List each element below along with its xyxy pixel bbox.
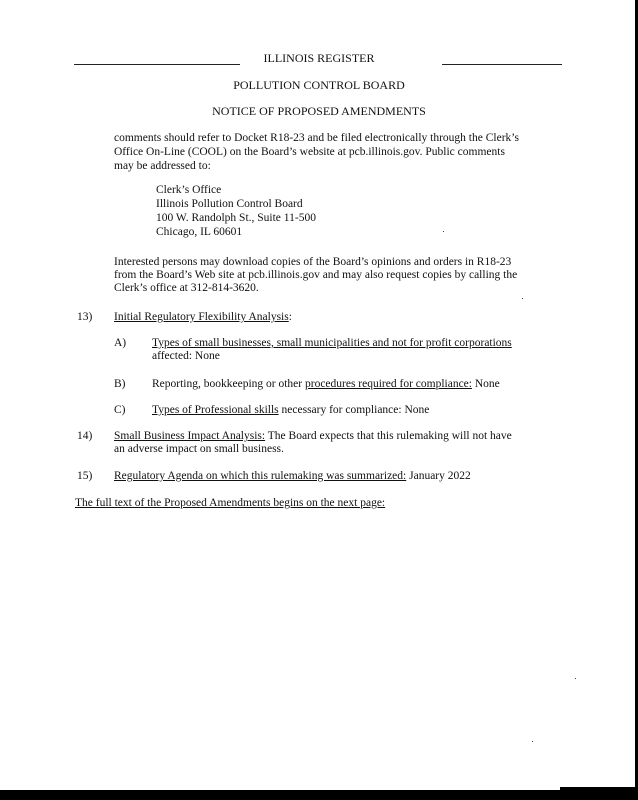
scan-speck bbox=[532, 741, 533, 742]
scan-edge-bottom bbox=[0, 790, 638, 800]
item-13a-title bbox=[152, 337, 512, 350]
item-13b-letter: B) bbox=[114, 378, 126, 390]
item-13a-title-text: Types of small businesses, small municipalities and not for profit corporations bbox=[152, 337, 512, 349]
item-14-number: 14) bbox=[77, 430, 93, 442]
scan-speck bbox=[575, 678, 576, 679]
scan-speck bbox=[522, 298, 523, 299]
scan-edge-bottom-notch bbox=[560, 787, 638, 790]
board-title: POLLUTION CONTROL BOARD bbox=[233, 78, 405, 92]
item-15-text bbox=[114, 470, 471, 483]
intro-line-3: may be addressed to: bbox=[114, 160, 211, 172]
address-line-3: 100 W. Randolph St., Suite 11-500 bbox=[156, 212, 316, 224]
full-text-note: The full text of the Proposed Amendments begins on the next page: bbox=[75, 497, 386, 509]
item-13c-text bbox=[152, 404, 429, 417]
downloads-line-3: Clerk’s office at 312-814-3620. bbox=[114, 282, 259, 294]
item-13b-text bbox=[152, 378, 500, 391]
item-14-text bbox=[114, 430, 512, 443]
address-line-4: Chicago, IL 60601 bbox=[156, 226, 243, 238]
item-15-title: Regulatory Agenda on which this rulemaking was summarized: bbox=[114, 470, 407, 482]
item-13-number: 13) bbox=[77, 311, 93, 323]
downloads-line-2: from the Board’s Web site at pcb.illinois.gov and may also request copies by calling the bbox=[114, 269, 518, 281]
item-13c-suffix: necessary for compliance: None bbox=[278, 404, 430, 416]
item-15-number: 15) bbox=[77, 470, 93, 482]
item-13b-prefix: Reporting, bookkeeping or other bbox=[152, 378, 305, 390]
notice-title: NOTICE OF PROPOSED AMENDMENTS bbox=[212, 104, 426, 118]
item-13a-letter: A) bbox=[114, 337, 127, 349]
item-13b-title: procedures required for compliance: bbox=[304, 378, 472, 390]
item-13-heading bbox=[114, 311, 292, 324]
item-13c-title: Types of Professional skills bbox=[152, 404, 279, 416]
item-14-title: Small Business Impact Analysis: bbox=[114, 430, 266, 442]
address-line-2: Illinois Pollution Control Board bbox=[156, 198, 303, 210]
item-13-colon: : bbox=[288, 311, 292, 323]
downloads-line-1: Interested persons may download copies of the Board’s opinions and orders in R18-23 bbox=[114, 256, 512, 268]
item-13-title: Initial Regulatory Flexibility Analysis bbox=[114, 311, 289, 323]
intro-line-2: Office On-Line (COOL) on the Board’s website at pcb.illinois.gov. Public comments bbox=[114, 146, 505, 158]
item-15-body: January 2022 bbox=[406, 470, 471, 482]
item-14-line2: an adverse impact on small business. bbox=[114, 443, 284, 455]
item-13a-line2: affected: None bbox=[152, 350, 220, 362]
item-13b-suffix: None bbox=[471, 378, 500, 390]
register-title: ILLINOIS REGISTER bbox=[263, 51, 375, 65]
address-line-1: Clerk’s Office bbox=[156, 184, 222, 196]
intro-line-1: comments should refer to Docket R18-23 and be filed electronically through the Clerk’s bbox=[114, 132, 519, 144]
item-13c-letter: C) bbox=[114, 404, 126, 416]
item-14-body: The Board expects that this rulemaking will not have bbox=[265, 430, 512, 442]
scan-speck bbox=[443, 231, 444, 232]
